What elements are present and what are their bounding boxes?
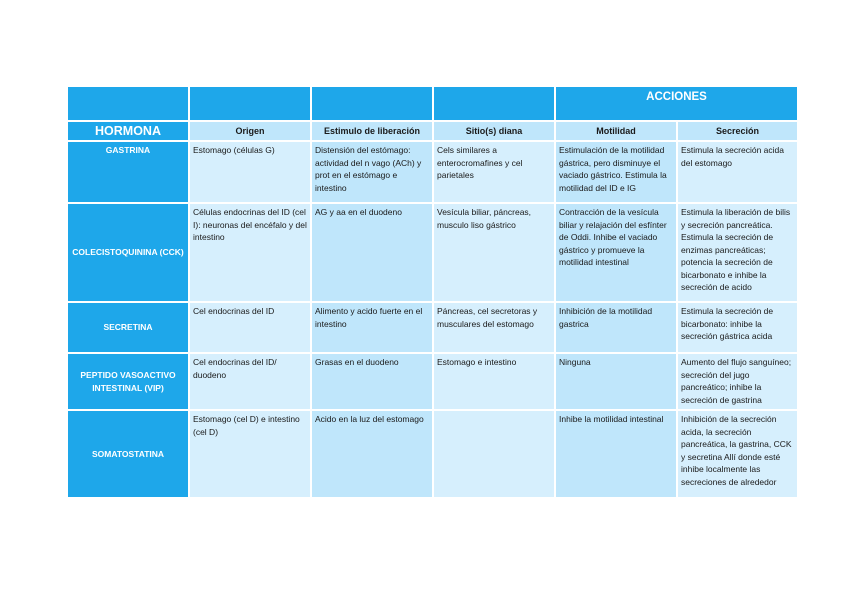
table-row	[67, 353, 798, 410]
acciones-header: ACCIONES	[555, 86, 798, 121]
column-header-secrecion: Secreción	[677, 121, 798, 141]
cell-estimulo: Acido en la luz del estomago	[311, 410, 433, 498]
hormone-name: SOMATOSTATINA	[67, 410, 189, 498]
table-row	[67, 141, 798, 203]
cell-secrecion: Inhibición de la secreción acida, la secreción pancreática, la gastrina, CCK y secretina Allí donde esté inhibe localmente las secreciones de alrededor	[677, 410, 798, 498]
column-header-row	[67, 121, 798, 141]
hormone-name: COLECISTOQUININA (CCK)	[67, 203, 189, 302]
hormone-name: SECRETINA	[67, 302, 189, 353]
cell-secrecion: Estimula la liberación de bilis y secreción pancreática. Estimula la secreción de enzimas pancreáticas; potencia la secreción de bicarbonato e inhibe la secreción de acido	[677, 203, 798, 302]
cell-motilidad: Contracción de la vesícula biliar y relajación del esfínter de Oddi. Inhibe el vaciado gástrico y promueve la motilidad intestinal	[555, 203, 677, 302]
cell-origen: Cel endocrinas del ID/ duodeno	[189, 353, 311, 410]
column-header-origen: Origen	[189, 121, 311, 141]
table-row	[67, 302, 798, 353]
hormone-name: PEPTIDO VASOACTIVO INTESTINAL (VIP)	[67, 353, 189, 410]
table-row	[67, 410, 798, 498]
cell-motilidad: Inhibe la motilidad intestinal	[555, 410, 677, 498]
cell-origen: Cel endocrinas del ID	[189, 302, 311, 353]
column-header-hormona: HORMONA	[67, 121, 189, 141]
cell-motilidad: Inhibición de la motilidad gastrica	[555, 302, 677, 353]
cell-estimulo: AG y aa en el duodeno	[311, 203, 433, 302]
column-header-motilidad: Motilidad	[555, 121, 677, 141]
cell-motilidad: Estimulación de la motilidad gástrica, pero disminuye el vaciado gástrico. Estimula la motilidad del ID e IG	[555, 141, 677, 203]
cell-sitio: Vesícula biliar, páncreas, musculo liso gástrico	[433, 203, 555, 302]
cell-motilidad: Ninguna	[555, 353, 677, 410]
column-header-sitio: Sitio(s) diana	[433, 121, 555, 141]
cell-estimulo: Grasas en el duodeno	[311, 353, 433, 410]
hormone-name: GASTRINA	[67, 141, 189, 203]
header-blank-cell	[311, 86, 433, 121]
cell-sitio: Páncreas, cel secretoras y musculares del estomago	[433, 302, 555, 353]
cell-sitio	[433, 410, 555, 498]
cell-origen: Células endocrinas del ID (cel I): neuronas del encéfalo y del intestino	[189, 203, 311, 302]
header-blank-cell	[67, 86, 189, 121]
cell-origen: Estomago (cel D) e intestino (cel D)	[189, 410, 311, 498]
cell-estimulo: Alimento y acido fuerte en el intestino	[311, 302, 433, 353]
hormone-table	[66, 85, 799, 499]
cell-secrecion: Aumento del flujo sanguíneo; secreción del jugo pancreático; inhibe la secreción de gastrina	[677, 353, 798, 410]
table-top-header-row	[67, 86, 798, 121]
cell-sitio: Estomago e intestino	[433, 353, 555, 410]
header-blank-cell	[433, 86, 555, 121]
cell-estimulo: Distensión del estómago: actividad del n vago (ACh) y prot en el estómago e intestino	[311, 141, 433, 203]
cell-secrecion: Estimula la secreción acida del estomago	[677, 141, 798, 203]
header-blank-cell	[189, 86, 311, 121]
cell-sitio: Cels similares a enterocromafines y cel parietales	[433, 141, 555, 203]
cell-origen: Estomago (células G)	[189, 141, 311, 203]
table-row	[67, 203, 798, 302]
column-header-estimulo: Estimulo de liberación	[311, 121, 433, 141]
cell-secrecion: Estimula la secreción de bicarbonato: inhibe la secreción gástrica acida	[677, 302, 798, 353]
